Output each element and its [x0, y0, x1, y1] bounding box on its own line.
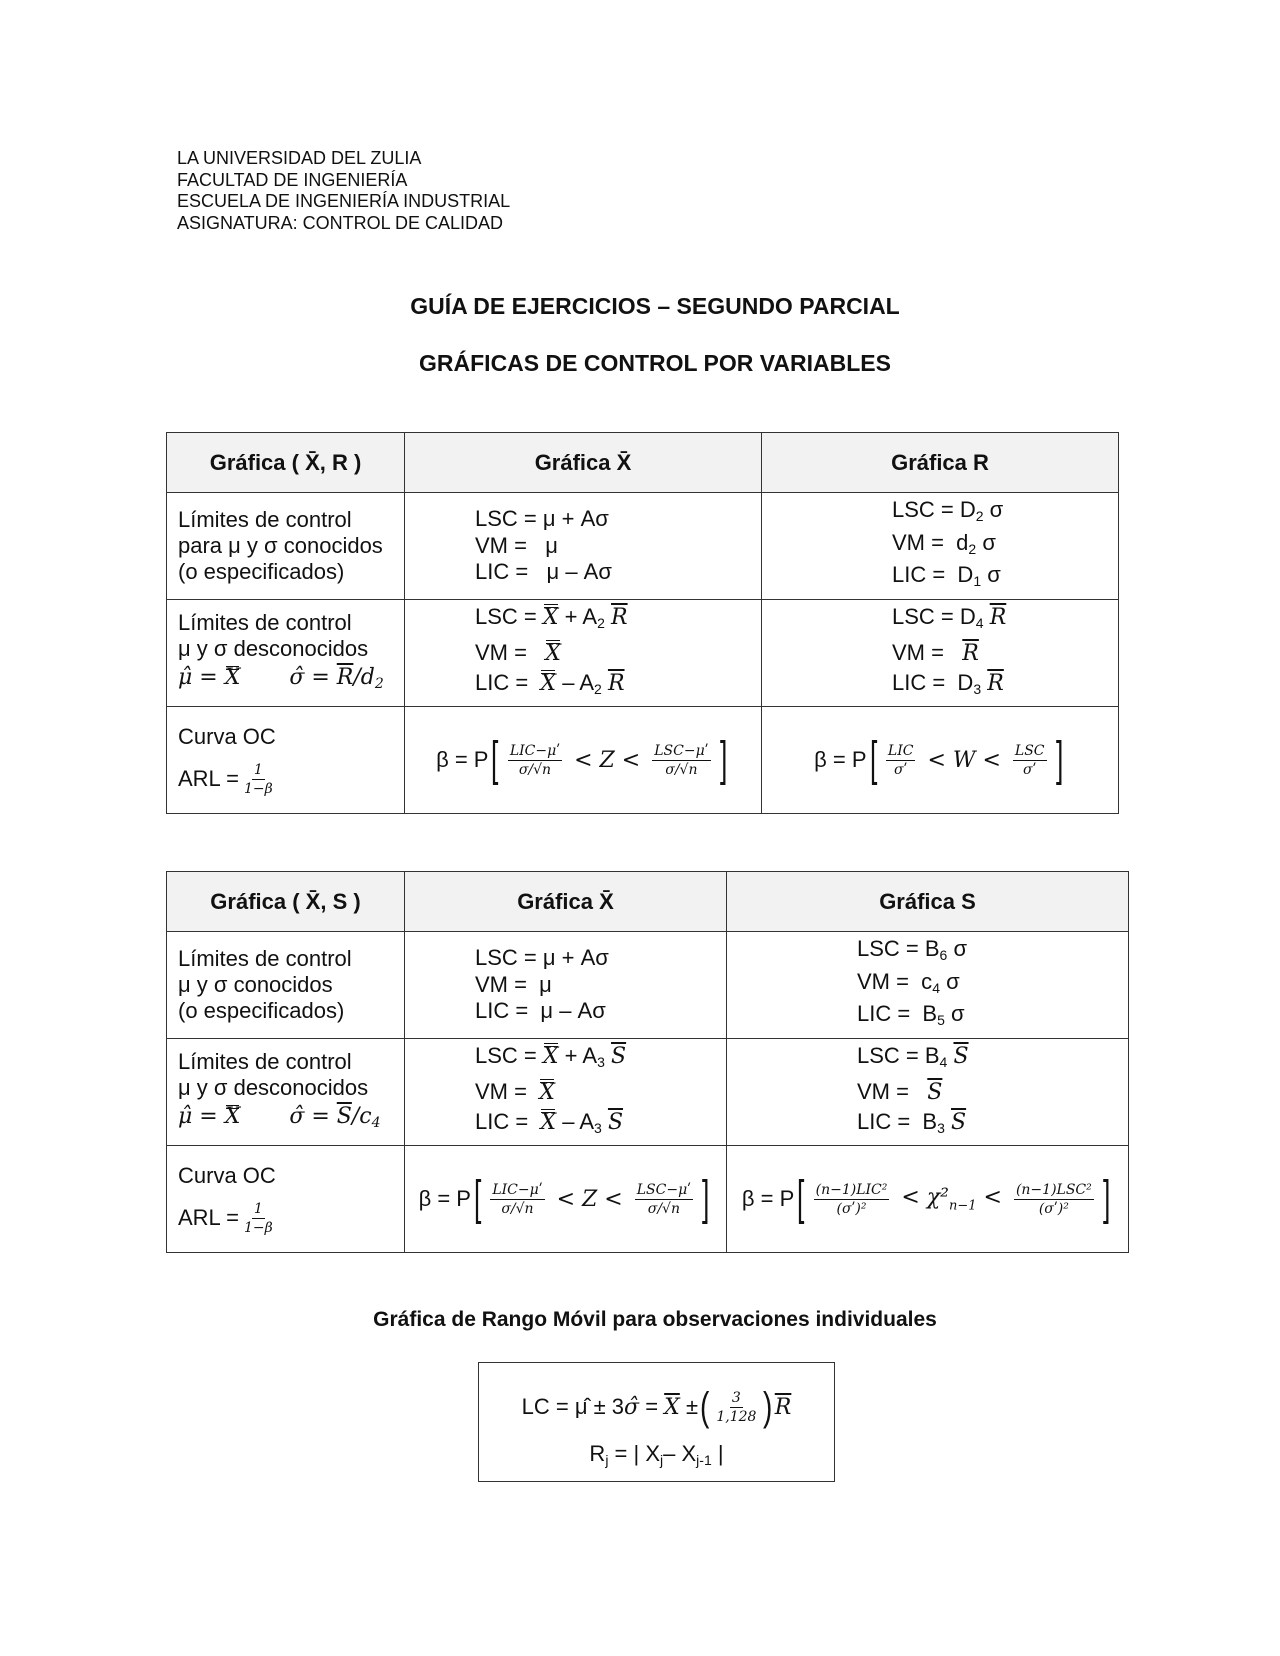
- xbar-known-limits: LSC = μ + Aσ VM = μ LIC = μ – Aσ: [405, 932, 727, 1039]
- arl-label: ARL =: [178, 766, 239, 791]
- r-unknown-limits: LSC = $D_4$ $\overline{R}$ VM = $\overline{R}$ LIC = $D_3$ $\overline{R}$: [762, 600, 1119, 707]
- xbar-unknown-limits: LSC = $X + A_2$ $\overline{R}$ VM = X LIC = X – $A_2$ $\overline{R}$: [405, 600, 762, 707]
- r-known-limits: LSC = $D_2$ σ VM = $d_2$ σ LIC = $D_1$ σ: [762, 493, 1119, 600]
- label-line: Límites de control: [178, 1048, 352, 1074]
- r-oc-formula: β = P [ $\frac{\text{LIC}}{\text{σʹ}}$ < W < $\frac{\text{LSC}}{\text{σʹ}}$ ]: [762, 707, 1119, 814]
- table1-header-xbar: Gráfica X̄: [405, 433, 762, 493]
- label-line: μ y σ desconocidos: [178, 635, 369, 661]
- table2-header-xbar: Gráfica X̄: [405, 872, 727, 932]
- xbar-r-table: [166, 432, 1119, 814]
- document-header: [177, 148, 510, 234]
- row-known-label: [167, 493, 405, 600]
- moving-range-title: Gráfica de Rango Móvil para observaciones individuales: [373, 1308, 937, 1331]
- table2-header-type: Gráfica ( X̄, S ): [167, 872, 405, 932]
- header-line: ASIGNATURA: CONTROL DE CALIDAD: [177, 212, 504, 233]
- arl-label: ARL =: [178, 1205, 239, 1230]
- row-oc-label: Curva OC ARL = $\frac{1}{1-\beta}$: [167, 1146, 405, 1253]
- header-line: ESCUELA DE INGENIERÍA INDUSTRIAL: [177, 191, 511, 211]
- label-line: μ y σ conocidos: [178, 972, 333, 997]
- s-oc-formula: β = P [ $\frac{\text{(n−1)LIC²}}{\text{(σʹ)²}}$ < $\chi^2_{n-1}$ < $\frac{\text{(n−1)LSC²}}{\text{(σʹ)²}}$ ]: [727, 1146, 1129, 1253]
- rj-formula: $R_j$ = | $X_j-$ $X_{j-1}$ |: [589, 1441, 724, 1468]
- moving-range-formula-box: [478, 1362, 835, 1482]
- header-line: FACULTAD DE INGENIERÍA: [177, 169, 408, 190]
- xbar-oc-formula: β = P [ $\frac{\text{LIC−μʹ}}{\sigma/√n}$ < Z < $\frac{\text{LSC−μʹ}}{\sigma/√n}$ ]: [405, 1146, 727, 1253]
- xbar-unknown-limits: LSC = $X + A_3$ $\overline{S}$ VM = X LIC = X – $A_3$ $\overline{S}$: [405, 1039, 727, 1146]
- label-line: (o especificados): [178, 559, 345, 584]
- table1-header-type: Gráfica ( X̄, R ): [167, 433, 405, 493]
- main-title: GUÍA DE EJERCICIOS – SEGUNDO PARCIAL: [410, 293, 900, 319]
- label-line: para μ y σ conocidos: [178, 533, 383, 558]
- s-unknown-limits: LSC = $B_4$ $\overline{S}$ VM = $\overline{S}$ LIC = $B_3$ $\overline{S}$: [727, 1039, 1129, 1146]
- label-line: (o especificados): [178, 998, 345, 1023]
- header-line: LA UNIVERSIDAD DEL ZULIA: [177, 148, 422, 168]
- label-line: Curva OC: [178, 1162, 276, 1188]
- xbar-known-limits: LSC = μ + Aσ VM = μ LIC = μ – Aσ: [405, 493, 762, 600]
- label-line: Límites de control: [178, 609, 352, 635]
- row-oc-label: Curva OC ARL = $\frac{1}{1-\beta}$: [167, 707, 405, 814]
- row-known-label: [167, 932, 405, 1039]
- label-line: Curva OC: [178, 723, 276, 749]
- s-known-limits: LSC = $B_6$ σ VM = $c_4$ σ LIC = $B_5$ σ: [727, 932, 1129, 1039]
- label-line: Límites de control: [178, 507, 352, 532]
- row-unknown-label: Límites de control μ y σ desconocidos μ̂ = X σ̂ = $\overline{S}/c_4$: [167, 1039, 405, 1146]
- table2-header-s: Gráfica S: [727, 872, 1129, 932]
- table1-header-r: Gráfica R: [762, 433, 1119, 493]
- label-line: μ y σ desconocidos: [178, 1074, 369, 1100]
- xbar-s-table: [166, 871, 1129, 1253]
- xbar-oc-formula: β = P [ $\frac{\text{LIC−μʹ}}{\sigma/√n}$ < Z < $\frac{\text{LSC−μʹ}}{\sigma/√n}$ ]: [405, 707, 762, 814]
- row-unknown-label: Límites de control μ y σ desconocidos μ̂ = X σ̂ = $\overline{R}/d_2$: [167, 600, 405, 707]
- lc-formula: LC = μ̂ ± 3σ̂ = $\overline{X}$ ± ( $\frac{3}{1,128}$ ) $\overline{R}$: [521, 1385, 792, 1429]
- label-line: Límites de control: [178, 946, 352, 971]
- sub-title: GRÁFICAS DE CONTROL POR VARIABLES: [419, 350, 891, 376]
